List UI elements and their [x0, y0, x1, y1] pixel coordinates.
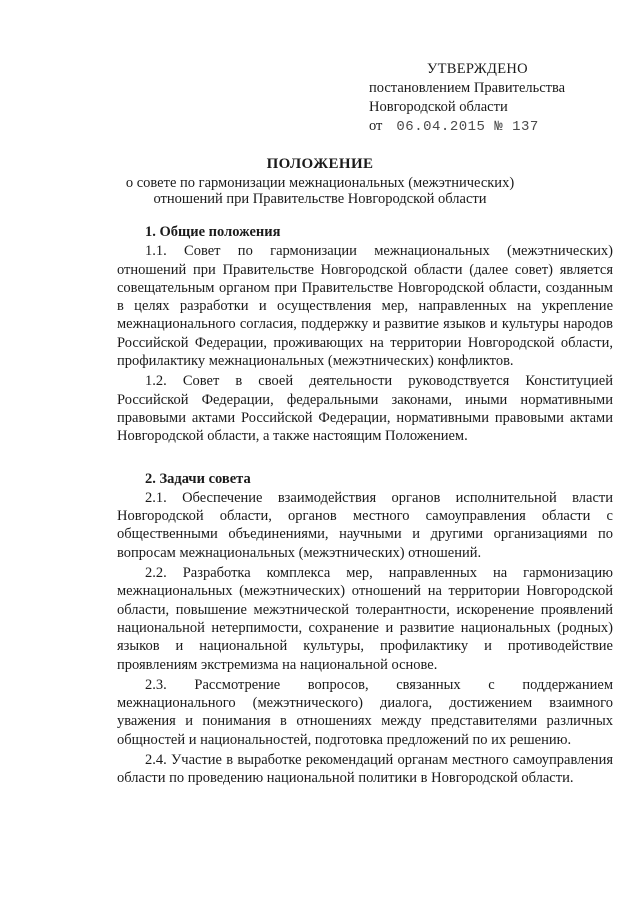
paragraph-2-4: 2.4. Участие в выработке рекомендаций органам местного самоуправления области по проведению национальной политики в Новгородской области. [117, 752, 613, 787]
document-title: ПОЛОЖЕНИЕ [266, 156, 374, 172]
approval-line-2: Новгородской области [369, 99, 508, 115]
section-heading: 1. Общие положения [145, 224, 281, 240]
paragraph-1-1: 1.1. Совет по гармонизации межнациональных (межэтнических) отношений при Правительстве Новгородской области (далее совет) является совещательным органом при Правительстве Новгородской области, созданным в целях разработки и осуществления мер, направленных на укрепление межнационального согласия, поддержку и развитие языков и культуры народов Российской Федерации, проживающих на территории Новгородской области, профилактику межнациональных (межэтнических) конфликтов. [117, 243, 613, 370]
document-body [117, 223, 613, 790]
paragraph-1-2: 1.2. Совет в своей деятельности руководствуется Конституцией Российской Федерации, федеральными законами, иными нормативными правовыми актами Российской Федерации, нормативными правовыми актами Новгородской области, а также настоящим Положением. [117, 373, 613, 445]
approval-stamp [369, 60, 609, 137]
approval-date-value: 06.04.2015 № 137 [396, 119, 539, 135]
paragraph-2-2: 2.2. Разработка комплекса мер, направленных на гармонизацию межнациональных (межэтнических) отношений на территории Новгородской области, повышение межэтнической толерантности, искоренение проявлений национальной нетерпимости, сохранение и развитие национальных (родных) языков и национальной культуры, профилактику и противодействие проявлениям экстремизма на национальной основе. [117, 565, 613, 673]
section-heading: 2. Задачи совета [145, 470, 251, 487]
approval-date-prefix: от [369, 118, 383, 134]
document-subtitle [0, 175, 640, 207]
approval-line-1: постановлением Правительства [369, 80, 566, 96]
paragraph-2-3: 2.3. Рассмотрение вопросов, связанных с поддержанием межнационального (межэтнического) диалога, достижением взаимного уважения и понимания в отношениях между представителями различных общностей и национальностей, подготовка предложений по их решению. [117, 676, 613, 748]
paragraph-2-1: 2.1. Обеспечение взаимодействия органов исполнительной власти Новгородской области, органов местного самоуправления области с общественными объединениями, научными и другими организациями по вопросам межнациональных (межэтнических) отношений. [117, 489, 613, 561]
approval-date-line [369, 117, 609, 137]
approval-heading: УТВЕРЖДЕНО [427, 61, 528, 77]
subtitle-line-1: о совете по гармонизации межнациональных (межэтнических) [125, 175, 515, 191]
subtitle-line-2: отношений при Правительстве Новгородской области [153, 191, 487, 207]
